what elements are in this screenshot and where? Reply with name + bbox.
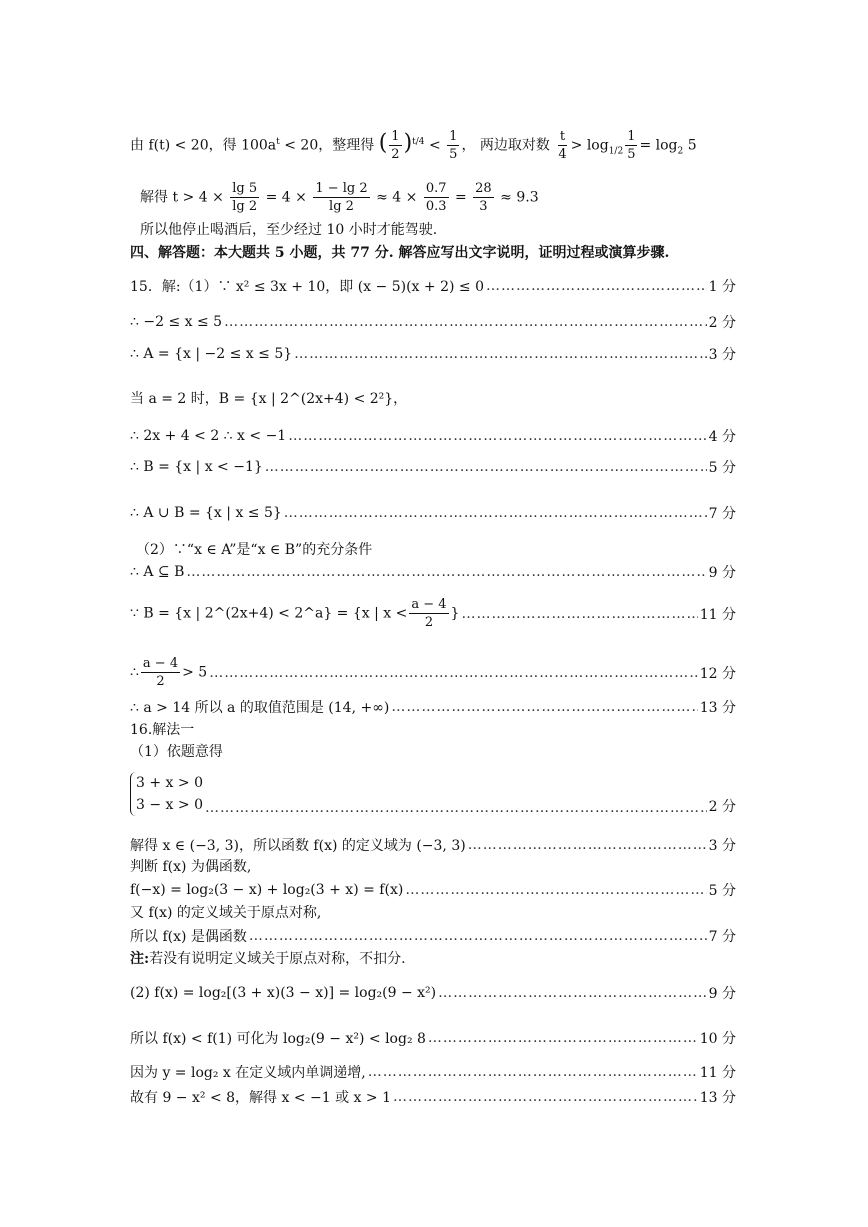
q15-line-11: ∴ $\frac{a - 4}{2}$ > 5 …………………………………………………………………………………………………………………………………………………………………………………… 12 分 <box>130 655 736 690</box>
score: 13 分 <box>699 1090 736 1106</box>
fraction: $\frac{1}{2}$ <box>391 129 400 162</box>
score: 1 分 <box>708 279 736 295</box>
score: 2 分 <box>708 799 736 815</box>
q16-line-6: 所以 f(x) 是偶函数 …………………………………………………………………………………………………………………………………………………………………………………… 7 分 <box>130 926 736 946</box>
q16-system <box>130 772 736 816</box>
q16-line-10: 故有 9 − x² < 8，解得 x < −1 或 x > 1 …………………………………………………………………………………………………………………………………………………………………………………… 13 分 <box>130 1087 736 1107</box>
text: 解得 t > 4 × <box>140 189 224 206</box>
log-base: 2 <box>677 146 684 157</box>
q16-line-7: (2) f(x) = log₂[(3 + x)(3 − x)] = log₂(9 − x²) …………………………………………………………………………………………………………………………………………………………………………………… 9 分 <box>130 983 736 1003</box>
q15-line-3: ∴ A = {x | −2 ≤ x ≤ 5} …………………………………………………………………………………………………………………………………………………………………………………… 3 分 <box>130 344 736 364</box>
score: 4 分 <box>708 429 736 445</box>
q15-line-8: （2）∵“x ∈ A”是“x ∈ B”的充分条件 <box>136 542 373 558</box>
fraction: $\frac{t}{4}$ <box>558 129 567 162</box>
text: ≈ 9.3 <box>500 189 539 206</box>
q16-line-4: f(−x) = log₂(3 − x) + log₂(3 + x) = f(x) …………………………………………………………………………………………………………………………………………………………………………………… 5 分 <box>130 880 736 900</box>
fraction: $\frac{1}{5}$ <box>449 129 458 162</box>
text: = log <box>639 137 678 154</box>
conclusion: 所以他停止喝酒后，至少经过 10 小时才能驾驶. <box>140 222 438 238</box>
fraction: $\frac{1 - \lg 2}{\lg 2}$ <box>315 181 368 214</box>
score: 3 分 <box>708 347 736 363</box>
score: 10 分 <box>699 1031 736 1047</box>
score: 5 分 <box>708 460 736 476</box>
solve-line <box>140 180 539 215</box>
q16-line-5: 又 f(x) 的定义域关于原点对称, <box>130 905 322 921</box>
exponent: t/4 <box>412 136 425 147</box>
q15-line-6: ∴ B = {x | x < −1} …………………………………………………………………………………………………………………………………………………………………………………… 5 分 <box>130 457 736 477</box>
q16-step-1: （1）依题意得 <box>130 744 223 760</box>
q15-line-7: ∴ A ∪ B = {x | x ≤ 5} …………………………………………………………………………………………………………………………………………………………………………………… 7 分 <box>130 503 736 523</box>
score: 11 分 <box>699 606 736 623</box>
q15-line-9: ∴ A ⊆ B …………………………………………………………………………………………………………………………………………………………………………………… 9 分 <box>130 562 736 582</box>
fraction: $\frac{\lg 5}{\lg 2}$ <box>232 181 258 214</box>
q16-note: 注:若没有说明定义域关于原点对称，不扣分. <box>130 951 406 967</box>
score: 12 分 <box>699 665 736 682</box>
q15-line-1: 15．解:（1）∵ x² ≤ 3x + 10，即 (x − 5)(x + 2) ≤ 0 …………………………………………………………………………………………………………………………………………………………………………………… 1 分 <box>130 276 736 296</box>
q16-line-8: 所以 f(x) < f(1) 可化为 log₂(9 − x²) < log₂ 8 …………………………………………………………………………………………………………………………………………………………………………………… 10 分 <box>130 1028 736 1048</box>
q16-line-3: 判断 f(x) 为偶函数, <box>130 859 252 875</box>
fraction: $\frac{28}{3}$ <box>475 181 492 214</box>
q15-line-4: 当 a = 2 时，B = {x | 2^(2x+4) < 2²}， <box>130 391 408 407</box>
fraction: $\frac{a - 4}{2}$ <box>142 656 179 689</box>
fraction: $\frac{a - 4}{2}$ <box>411 597 447 630</box>
q16-title: 16.解法一 <box>130 722 195 738</box>
q15-line-2: ∴ −2 ≤ x ≤ 5 …………………………………………………………………………………………………………………………………………………………………………………… 2 分 <box>130 312 736 332</box>
text: ≈ 4 × <box>376 189 418 206</box>
score: 13 分 <box>699 700 736 716</box>
q16-line-9: 因为 y = log₂ x 在定义域内单调递增, …………………………………………………………………………………………………………………………………………………………………………………… 11 分 <box>130 1062 736 1082</box>
text: 由 f(t) < 20，得 100a <box>130 137 277 154</box>
text: > log <box>570 137 609 154</box>
equation-system: 3 + x > 0 3 − x > 0 <box>130 772 203 816</box>
score: 3 分 <box>708 838 736 854</box>
score: 11 分 <box>699 1065 736 1081</box>
q15-line-10: ∵ B = {x | 2^(2x+4) < 2^a} = {x | x < $\frac{a - 4}{2}$ } …………………………………………………………………………………………………………………………………………………………………………………… 11 分 <box>130 596 736 631</box>
score: 2 分 <box>708 315 736 331</box>
score: 9 分 <box>708 565 736 581</box>
log-base: 1/2 <box>608 146 624 157</box>
score: 7 分 <box>708 506 736 522</box>
q16-line-2: 解得 x ∈ (−3, 3)，所以函数 f(x) 的定义域为 (−3, 3) …………………………………………………………………………………………………………………………………………………………………………………… 3 分 <box>130 835 736 855</box>
q15-line-5: ∴ 2x + 4 < 2 ∴ x < −1 …………………………………………………………………………………………………………………………………………………………………………………… 4 分 <box>130 426 736 446</box>
section-heading: 四、解答题：本大题共 5 小题，共 77 分. 解答应写出文字说明，证明过程或演算步骤. <box>130 245 670 261</box>
log-equation-line: 由 f(t) < 20，得 $100a^t < 20$，整理得 ( $\frac{1}{2}$ )$^{t/4}$ < $\frac{1}{5}$ ， 两边取对数 $\frac{t}{4}$ > $\log_{1/2}$ $\frac{1}{5}$ = $\log_2 5$ <box>130 129 697 162</box>
score: 9 分 <box>708 986 736 1002</box>
text: ， 两边取对数 <box>461 137 550 154</box>
exponent: t <box>276 136 280 147</box>
fraction: $\frac{1}{5}$ <box>627 129 636 162</box>
score: 7 分 <box>708 929 736 945</box>
fraction: $\frac{0.7}{0.3}$ <box>425 181 447 214</box>
text: < 20，整理得 <box>279 137 375 154</box>
text: 5 <box>683 137 697 154</box>
q15-line-12: ∴ a > 14 所以 a 的取值范围是 (14, +∞) …………………………………………………………………………………………………………………………………………………………………………………… 13 分 <box>130 697 736 717</box>
text: = 4 × <box>265 189 307 206</box>
text: = <box>454 189 467 206</box>
score: 5 分 <box>708 883 736 899</box>
text: < <box>428 137 446 154</box>
